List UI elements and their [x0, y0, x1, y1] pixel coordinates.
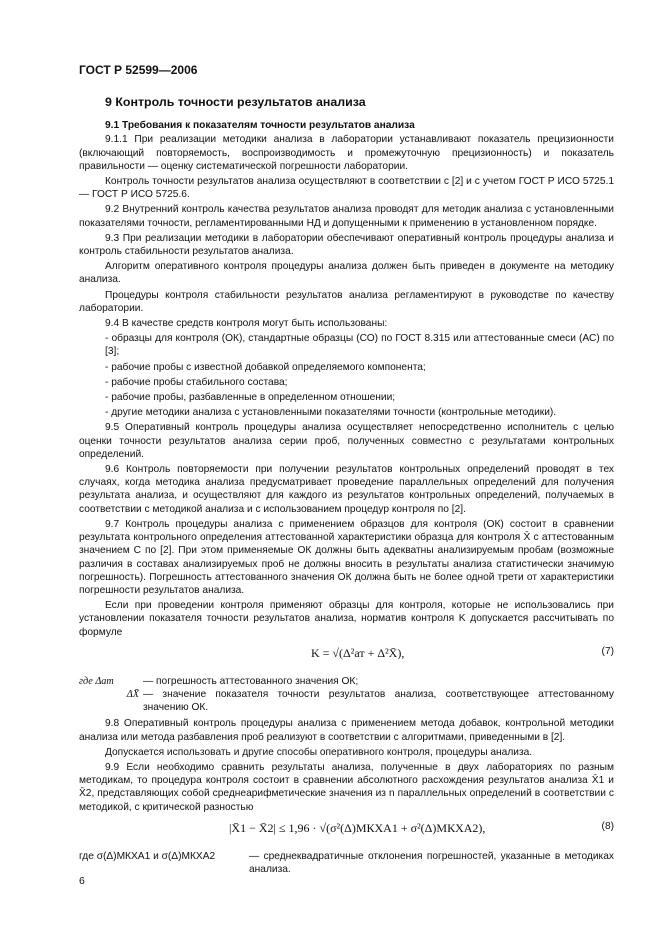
- paragraph: 9.4 В качестве средств контроля могут быть использованы:: [105, 318, 388, 330]
- page-number: 6: [79, 875, 85, 887]
- where-symbol: где σ(Δ)МКХА1 и σ(Δ)МКХА2: [79, 850, 216, 862]
- paragraph: 9.6 Контроль повторяемости при получении результатов контрольных определений проводят в тех случаях, когда методика анализа предусматривает проведение параллельных определений для получения результата анализа, и осуществляют для каждого из результатов контрольных определений, получаемых в соответствии с методикой анализа и с использованием процедур контроля по [2].: [79, 464, 614, 515]
- where-text: — погрешность аттестованного значения ОК;: [143, 675, 359, 687]
- list-item: - другие методики анализа с установленными показателями точности (контрольные методики).: [105, 407, 557, 419]
- formula-8: [79, 816, 614, 846]
- list-item: - рабочие пробы, разбавленные в определенном отношении;: [105, 392, 396, 404]
- where-item: [79, 688, 614, 714]
- formula-8-expression: |X̄1 − X̄2| ≤ 1,96 · √(σ²(Δ)МКХА1 + σ²(Δ)МКХА2),: [229, 820, 486, 835]
- formula-7-number: (7): [601, 645, 614, 657]
- paragraph: Допускается использовать и другие способы оперативного контроля, процедуры анализа.: [105, 746, 533, 758]
- document-body: [79, 96, 614, 876]
- paragraph: 9.1.1 При реализации методики анализа в лаборатории устанавливают показатель прецизионности (включающий повторяемость, воспроизводимость и промежуточную прецизионность) и показатель правильности — оценку систематической погрешности лаборатории.: [79, 134, 614, 172]
- formula-7-expression: K = √(Δ²ат + Δ²X̄),: [311, 645, 405, 660]
- document-header: ГОСТ Р 52599—2006: [79, 63, 198, 77]
- subsection-title: 9.1 Требования к показателям точности результатов анализа: [105, 120, 415, 132]
- paragraph: 9.2 Внутренний контроль качества результатов анализа проводят для методик анализа с установленными показателями точности, регламентированными НД и допущенными к применению в установленном порядке.: [79, 204, 614, 229]
- where-symbol: где Δат: [79, 675, 114, 687]
- paragraph: 9.9 Если необходимо сравнить результаты анализа, полученные в двух лабораториях по разным методикам, то процедура контроля состоит в сравнении абсолютного расхождения результатов анализа X̄1 и X̄2, представляющих собой среднеарифметические значения из n параллельных определений в соответствии с методикой, с критической разностью: [79, 761, 614, 813]
- where-text: — среднеквадратичные отклонения погрешностей, указанные в методиках анализа.: [249, 850, 614, 875]
- list-item: - рабочие пробы стабильного состава;: [105, 376, 288, 388]
- formula-7: [79, 641, 614, 671]
- paragraph: Процедуры контроля стабильности результатов анализа регламентируют в руководстве по качеству лаборатории.: [79, 289, 614, 314]
- formula-8-number: (8): [601, 820, 614, 832]
- paragraph: Контроль точности результатов анализа осуществляют в соответствии с [2] и с учетом ГОСТ Р ИСО 5725.1 — ГОСТ Р ИСО 5725.6.: [79, 176, 614, 201]
- paragraph: Если при проведении контроля применяют образцы для контроля, которые не использовались при установлении показателя точности результатов анализа, норматив контроля K допускается рассчитывать по формуле: [79, 600, 614, 638]
- paragraph: Алгоритм оперативного контроля процедуры анализа должен быть приведен в документе на методику анализа.: [79, 261, 614, 286]
- paragraph: 9.5 Оперативный контроль процедуры анализа осуществляет непосредственно исполнитель с целью оценки точности результатов анализа серии проб, полученных совместно с результатами контрольных определений.: [79, 422, 614, 460]
- where-item: [79, 675, 614, 688]
- list-item: - рабочие пробы с известной добавкой определяемого компонента;: [105, 361, 426, 373]
- paragraph: 9.7 Контроль процедуры анализа с применением образцов для контроля (ОК) состоит в сравнении результата контрольного определения аттестованной характеристики образца для контроля X̄ с аттестованным значением С по [2]. При этом применяемые ОК должны быть адекватны анализируемым пробам (возможные различия в составах анализируемых проб не должны вносить в результаты анализа статистически значимую погрешность). Погрешность аттестованного значения ОК должна быть не более одной трети от характеристики погрешности результатов анализа.: [79, 518, 614, 596]
- list-item: - образцы для контроля (ОК), стандартные образцы (СО) по ГОСТ 8.315 или аттестованные смеси (АС) по [3];: [105, 333, 614, 358]
- where-symbol: ΔX̄: [126, 688, 139, 700]
- section-title: 9 Контроль точности результатов анализа: [105, 95, 366, 109]
- where-item: [79, 850, 614, 876]
- where-text: — значение показателя точности результатов анализа, соответствующее аттестованному значению ОК.: [143, 688, 614, 714]
- paragraph: 9.3 При реализации методики в лаборатории обеспечивают оперативный контроль процедуры анализа и контроль стабильности результатов анализа.: [79, 232, 614, 258]
- paragraph: 9.8 Оперативный контроль процедуры анализа с применением метода добавок, контрольной методики анализа или метода разбавления проб реализуют в соответствии с алгоритмами, приведенными в [2].: [79, 718, 614, 743]
